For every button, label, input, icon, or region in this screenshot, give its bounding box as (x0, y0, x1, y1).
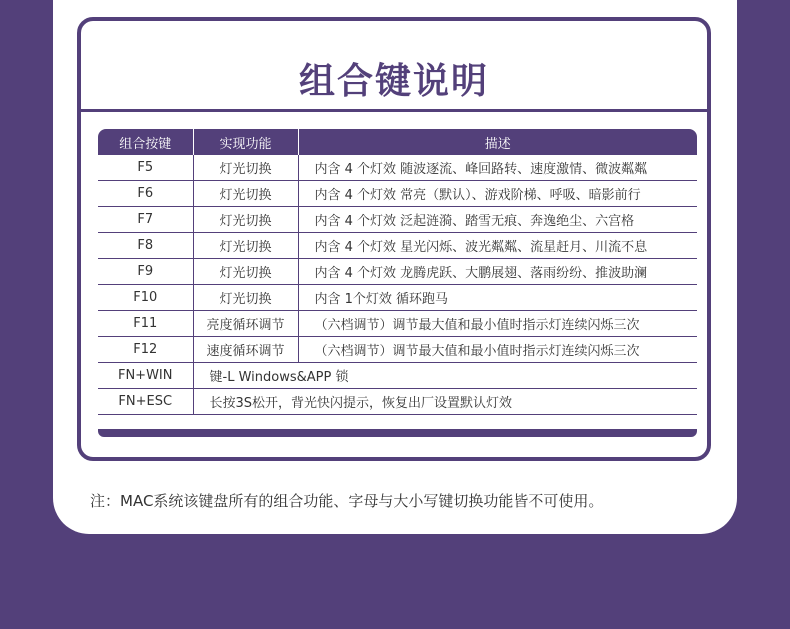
row-description: 内含 4 个灯效 常亮（默认）、游戏阶梯、呼吸、暗影前行 (298, 181, 697, 207)
table-row (98, 207, 697, 233)
row-function: 灯光切换 (193, 207, 298, 233)
table-row (98, 363, 697, 389)
header-function: 实现功能 (193, 129, 298, 155)
combo-key-panel (77, 17, 711, 461)
table-row (98, 259, 697, 285)
table-row (98, 285, 697, 311)
header-description: 描述 (298, 129, 697, 155)
combo-key-table (98, 129, 697, 415)
row-description: 键-L Windows&APP 锁 (193, 363, 697, 389)
row-key: F7 (98, 207, 193, 233)
header-key: 组合按键 (98, 129, 193, 155)
row-key: F12 (98, 337, 193, 363)
row-description: 内含 4 个灯效 星光闪烁、波光粼粼、流星赶月、川流不息 (298, 233, 697, 259)
row-description: 内含 1个灯效 循环跑马 (298, 285, 697, 311)
table-row (98, 155, 697, 181)
table-bottom-bar (98, 429, 697, 437)
row-description: （六档调节）调节最大值和最小值时指示灯连续闪烁三次 (298, 337, 697, 363)
table-row (98, 181, 697, 207)
table-row (98, 311, 697, 337)
row-function: 灯光切换 (193, 259, 298, 285)
row-key: F8 (98, 233, 193, 259)
row-function: 灯光切换 (193, 155, 298, 181)
row-key: F6 (98, 181, 193, 207)
table-header-row (98, 129, 697, 155)
row-description: （六档调节）调节最大值和最小值时指示灯连续闪烁三次 (298, 311, 697, 337)
row-key: FN+ESC (98, 389, 193, 415)
row-function: 灯光切换 (193, 181, 298, 207)
row-description: 内含 4 个灯效 龙腾虎跃、大鹏展翅、落雨纷纷、推波助澜 (298, 259, 697, 285)
table-row (98, 389, 697, 415)
title-divider (81, 109, 707, 112)
row-description: 长按3S松开，背光快闪提示，恢复出厂设置默认灯效 (193, 389, 697, 415)
row-function: 灯光切换 (193, 285, 298, 311)
row-key: F10 (98, 285, 193, 311)
table-row (98, 337, 697, 363)
row-function: 灯光切换 (193, 233, 298, 259)
row-description: 内含 4 个灯效 泛起涟漪、踏雪无痕、奔逸绝尘、六宫格 (298, 207, 697, 233)
row-key: F11 (98, 311, 193, 337)
row-key: F5 (98, 155, 193, 181)
row-description: 内含 4 个灯效 随波逐流、峰回路转、速度激情、微波粼粼 (298, 155, 697, 181)
page-title: 组合键说明 (298, 61, 489, 102)
row-function: 亮度循环调节 (193, 311, 298, 337)
row-key: FN+WIN (98, 363, 193, 389)
row-function: 速度循环调节 (193, 337, 298, 363)
footnote: 注：MAC系统该键盘所有的组合功能、字母与大小写键切换功能皆不可使用。 (90, 492, 604, 510)
table-row (98, 233, 697, 259)
row-key: F9 (98, 259, 193, 285)
